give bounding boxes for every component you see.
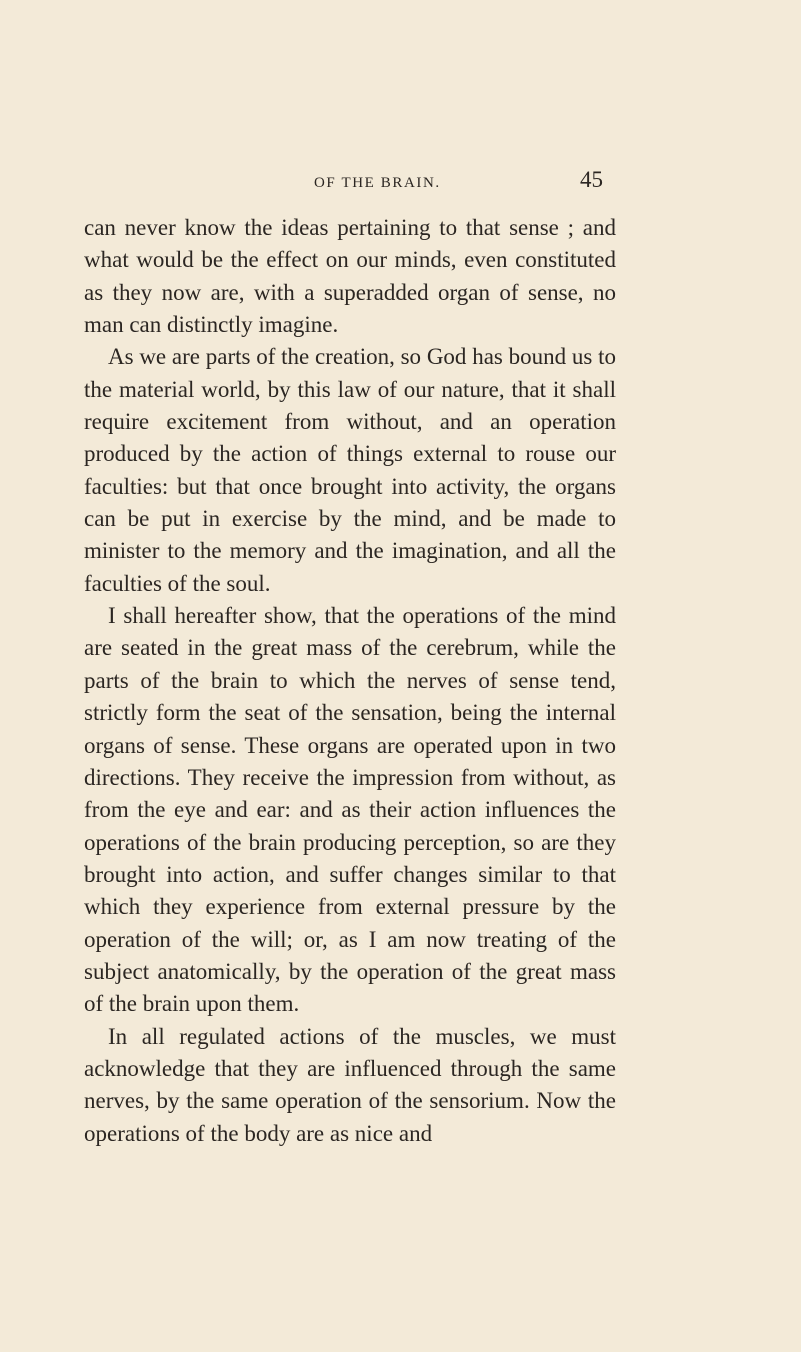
- running-head: [0, 167, 801, 197]
- running-title: OF THE BRAIN.: [314, 175, 441, 191]
- paragraph-creation: As we are parts of the creation, so God has bound us to the material world, by this law of our nature, that it shall require excitement from without, and an operation produced by the action of things external to rouse our faculties: but that once brought into activity, the organs can be put in exercise by the mind, and be made to minister to the memory and the imagination, and all the faculties of the soul.: [84, 344, 616, 596]
- paragraph-muscles: In all regulated actions of the muscles, we must acknowledge that they are influenced through the same nerves, by the same operation of the sensorium. Now the operations of the body are as nice and: [84, 1023, 616, 1146]
- page-number: 45: [580, 167, 603, 192]
- body-text: [84, 212, 616, 1150]
- paragraph-operations-of-mind: I shall hereafter show, that the operations of the mind are seated in the great mass of the cerebrum, while the parts of the brain to which the nerves of sense tend, strictly form the seat of the sensation, being the internal organs of sense. These organs are operated upon in two directions. They receive the impression from without, as from the eye and ear: and as their action influences the operations of the brain producing perception, so are they brought into action, and suffer changes similar to that which they experience from external pressure by the operation of the will; or, as I am now treating of the subject anatomically, by the operation of the great mass of the brain upon them.: [84, 603, 616, 1017]
- paragraph-continued: can never know the ideas pertaining to that sense ; and what would be the effect on our minds, even constituted as they now are, with a superadded organ of sense, no man can distinctly imagine.: [84, 215, 616, 338]
